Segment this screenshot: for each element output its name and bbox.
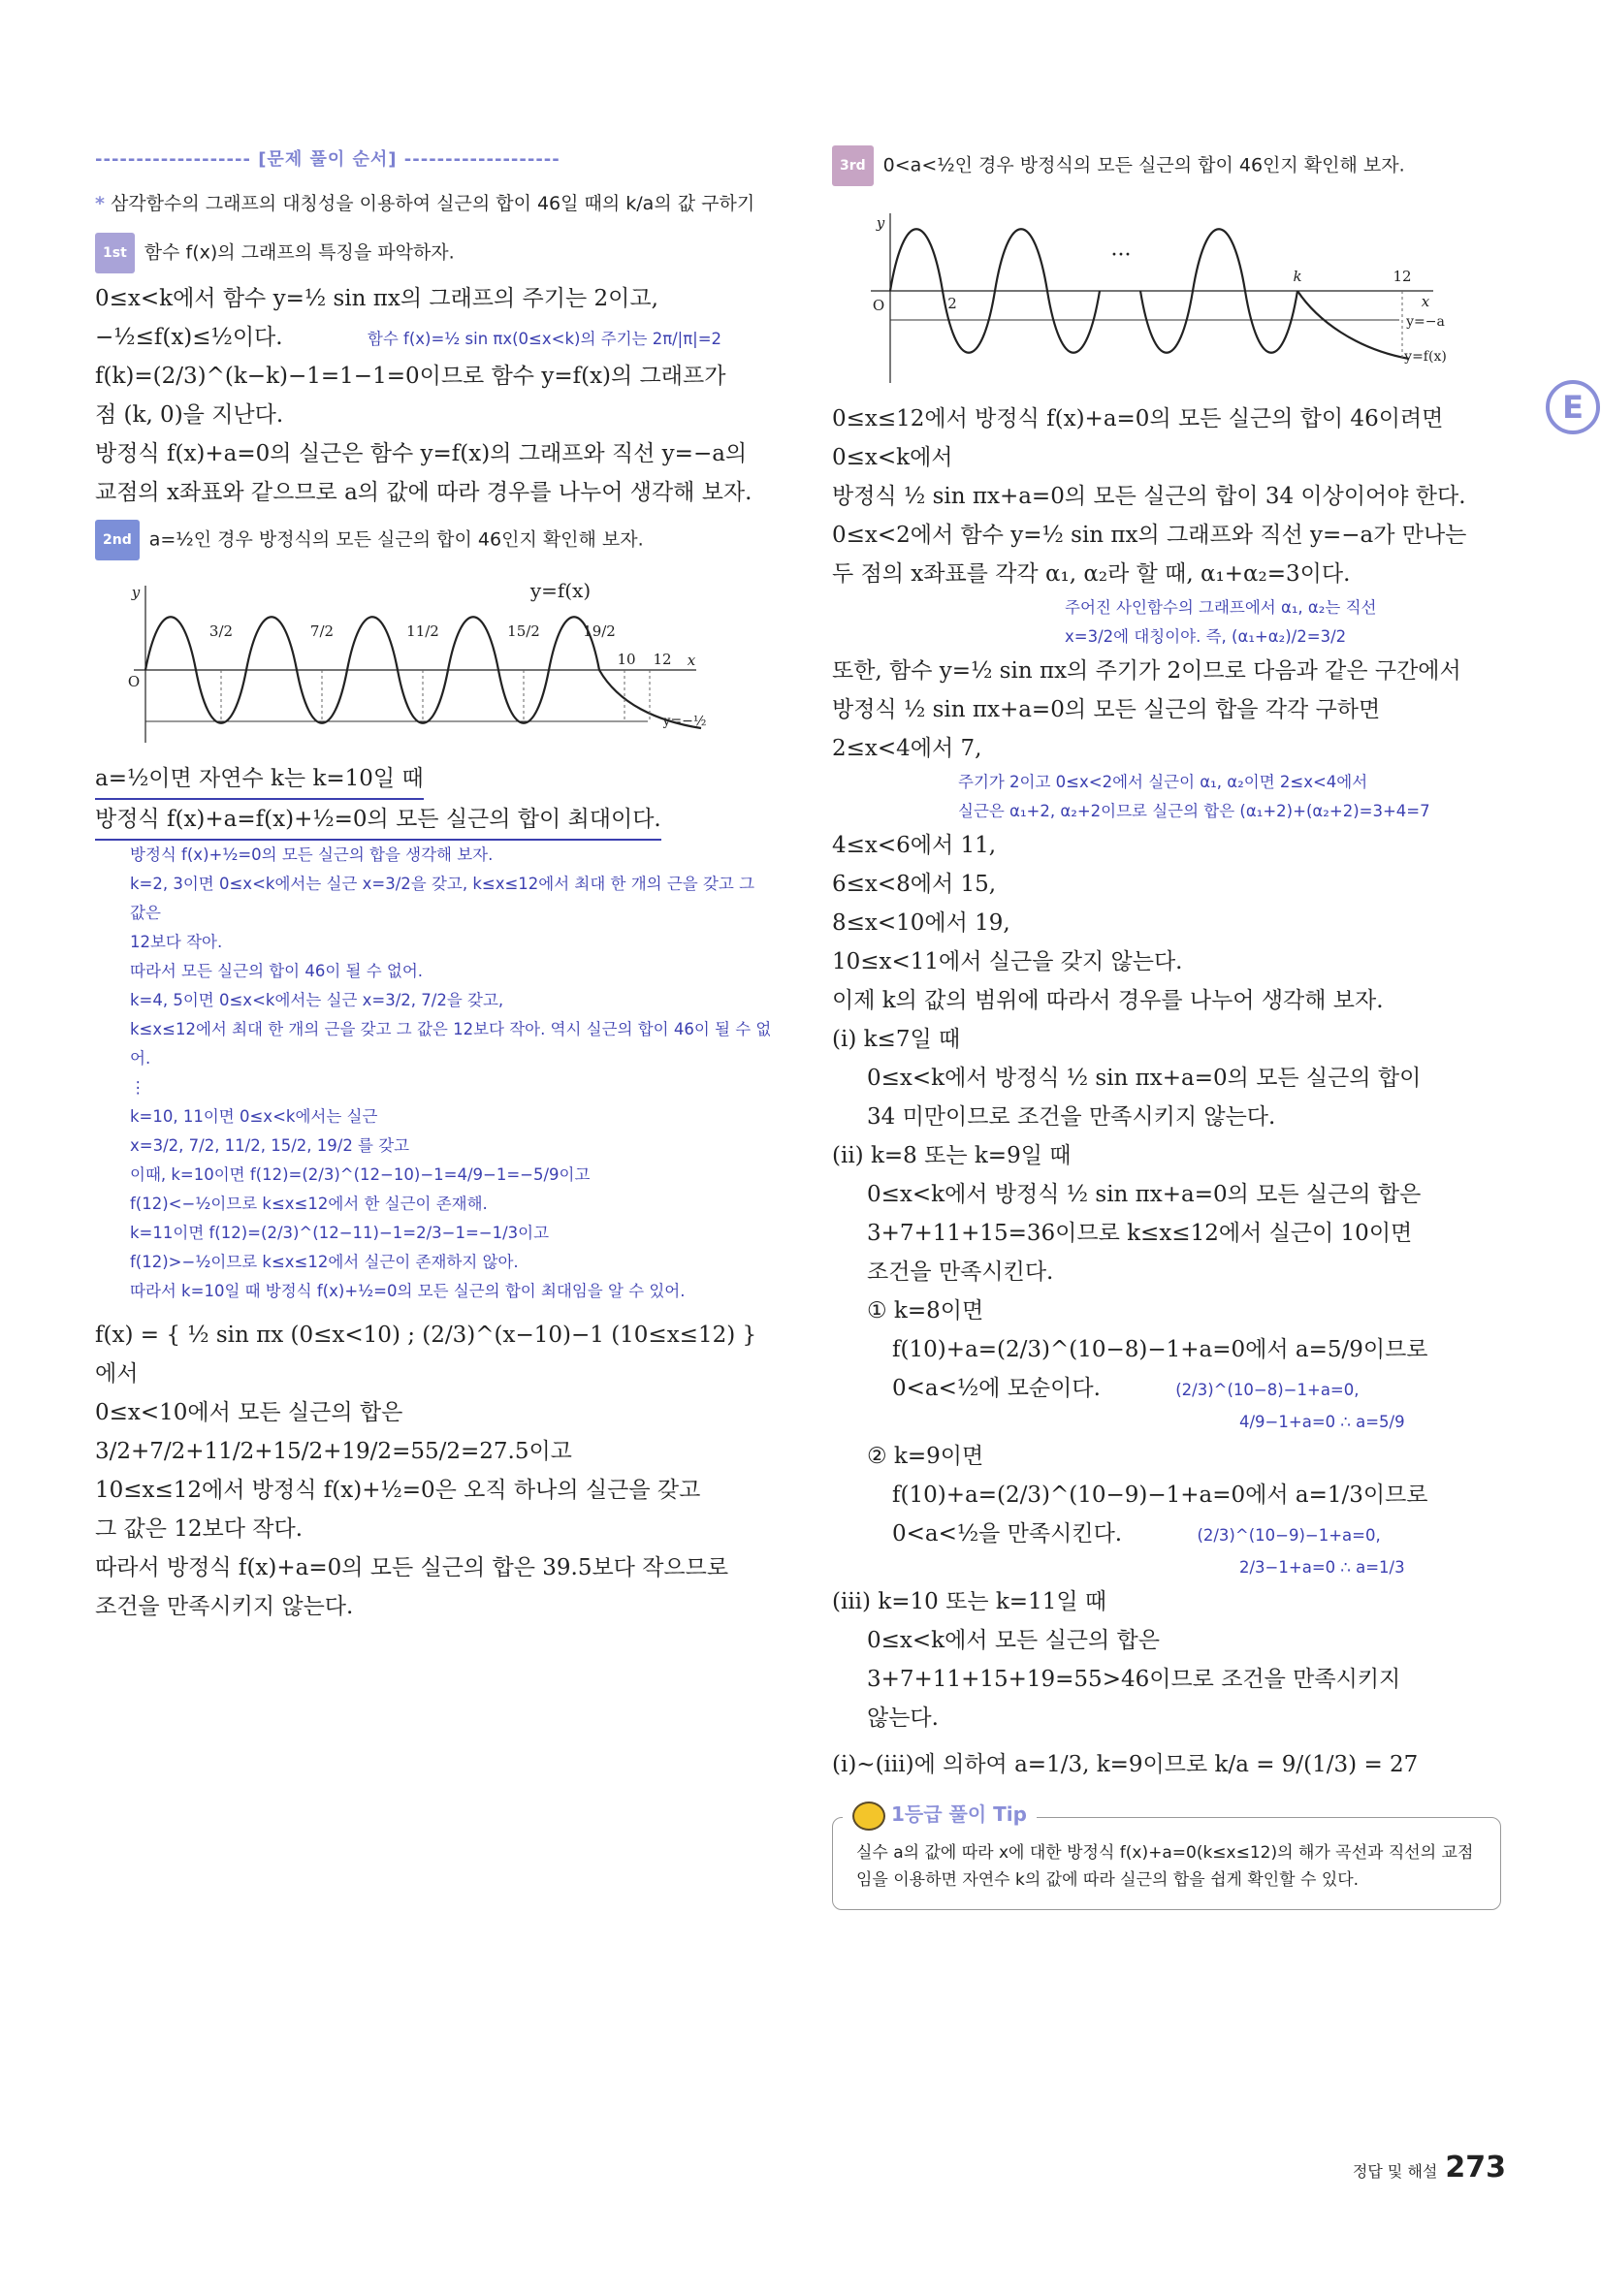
tick-label: 11/2	[406, 622, 439, 640]
text-line: 교점의 x좌표와 같으므로 a의 값에 따라 경우를 나누어 생각해 보자.	[95, 480, 752, 505]
tick-label: k	[1293, 268, 1302, 285]
tip-title: 1등급 풀이 Tip	[843, 1799, 1037, 1831]
text-line: 방정식 f(x)+a=0의 실근은 함수 y=f(x)의 그래프와 직선 y=−a의	[95, 441, 748, 466]
tick-label: 3/2	[208, 622, 234, 640]
x-axis-label: x	[687, 652, 696, 669]
case-analysis-notes	[95, 841, 774, 1306]
note-line: 따라서 모든 실근의 합이 46이 될 수 없어.	[130, 962, 424, 980]
note-line: 실근은 α₁+2, α₂+2이므로 실근의 합은 (α₁+2)+(α₂+2)=3+4=7	[958, 802, 1430, 820]
tick-label: 2	[947, 295, 957, 312]
y-axis-label: y	[876, 214, 885, 232]
footer-label: 정답 및 해설	[1352, 2162, 1438, 2181]
text-line: f(k)=(2/3)^(k−k)−1=1−1=0이므로 함수 y=f(x)의 그래프가	[95, 364, 726, 389]
curve-label: y=f(x)	[529, 579, 592, 602]
period-note: 함수 f(x)=½ sin πx(0≤x<k)의 주기는 2π/|π|=2	[367, 330, 722, 348]
note-line: x=3/2, 7/2, 11/2, 15/2, 19/2 를 갖고	[130, 1136, 410, 1155]
text-line: 4≤x<6에서 11,	[832, 833, 997, 858]
text-line: 방정식 ½ sin πx+a=0의 모든 실근의 합을 각각 구하면	[832, 697, 1381, 722]
step-1-body	[95, 279, 774, 512]
step-1-tag: 1st	[95, 233, 135, 273]
tip-box	[832, 1802, 1501, 1910]
case-3: (iii) k=10 또는 k=11일 때 0≤x<k에서 모든 실근의 합은 3+7+11+15+19=55>46이므로 조건을 만족시키지 않는다.	[832, 1589, 1401, 1731]
x-axis-label: x	[1421, 293, 1430, 310]
note-line: k=4, 5이면 0≤x<k에서는 실근 x=3/2, 7/2을 갖고,	[130, 991, 504, 1009]
step-2-heading: 2nd a=½인 경우 방정식의 모든 실근의 합이 46인지 확인해 보자.	[95, 520, 774, 560]
tip-text: 실수 a의 값에 따라 x에 대한 방정식 f(x)+a=0(k≤x≤12)의 해가 곡선과 직선의 교점임을 이용하면 자연수 k의 값에 따라 실근의 합을 쉽게 확인할 수 있다.	[856, 1843, 1474, 1890]
solution-order-label: ------------------- [문제 풀이 순서] -------------------	[95, 149, 560, 170]
text-line: 방정식 ½ sin πx+a=0의 모든 실근의 합이 34 이상이어야 한다.	[832, 484, 1466, 509]
note-line: x=3/2에 대칭이야. 즉, (α₁+α₂)/2=3/2	[1065, 627, 1347, 646]
note-line: f(12)<−½이므로 k≤x≤12에서 한 실근이 존재해.	[130, 1195, 488, 1213]
note-line: 방정식 f(x)+½=0의 모든 실근의 합을 생각해 보자.	[130, 845, 494, 864]
text-line: 점 (k, 0)을 지난다.	[95, 402, 284, 428]
page-number: 273	[1445, 2151, 1506, 2184]
text-line: 0≤x<k에서	[832, 445, 953, 470]
origin-label: O	[872, 297, 885, 314]
note-line: 따라서 k=10일 때 방정식 f(x)+½=0의 모든 실근의 합이 최대임을 알 수 있어.	[130, 1282, 686, 1300]
text-line: a=½이면 자연수 k는 k=10일 때	[95, 759, 774, 800]
text-line: 3/2+7/2+11/2+15/2+19/2=55/2=27.5이고	[95, 1439, 572, 1464]
section-e-badge: E	[1546, 380, 1600, 434]
tick-label: 12	[1393, 268, 1412, 285]
conclusion: (i)~(iii)에 의하여 a=1/3, k=9이므로 k/a = 9/(1/3) = 27	[832, 1752, 1419, 1777]
step-2-tag: 2nd	[95, 520, 140, 560]
left-column	[95, 145, 774, 1626]
case-1: (i) k≤7일 때 0≤x<k에서 방정식 ½ sin πx+a=0의 모든 실근의 합이 34 미만이므로 조건을 만족시키지 않는다.	[832, 1027, 1422, 1130]
step-3-tag: 3rd	[832, 145, 874, 186]
bee-icon	[852, 1802, 885, 1831]
period-sum-note	[832, 768, 1511, 826]
note-line: k=2, 3이면 0≤x<k에서는 실근 x=3/2을 갖고, k≤x≤12에서 최대 한 개의 근을 갖고 그 값은	[130, 875, 755, 922]
origin-label: O	[127, 673, 141, 690]
text-line: 10≤x<11에서 실근을 갖지 않는다.	[832, 949, 1183, 974]
line-label: y=−a	[1406, 314, 1445, 330]
text-line: 방정식 f(x)+a=f(x)+½=0의 모든 실근의 합이 최대이다.	[95, 800, 774, 841]
text-line: f(x) = { ½ sin πx (0≤x<10) ; (2/3)^(x−10)−1 (10≤x≤12) } 에서	[95, 1323, 757, 1387]
note-line: 주기가 2이고 0≤x<2에서 실근이 α₁, α₂이면 2≤x<4에서	[958, 773, 1368, 791]
text-line: 그 값은 12보다 작다.	[95, 1516, 304, 1542]
text-line: 두 점의 x좌표를 각각 α₁, α₂라 할 때, α₁+α₂=3이다.	[832, 561, 1351, 587]
tick-label: 10	[617, 651, 636, 668]
text-line: 2≤x<4에서 7,	[832, 736, 982, 761]
step-1-heading: 1st 함수 f(x)의 그래프의 특징을 파악하자.	[95, 233, 774, 273]
tick-label: 12	[653, 651, 672, 668]
case-2: (ii) k=8 또는 k=9일 때 0≤x<k에서 방정식 ½ sin πx+a=0의 모든 실근의 합은 3+7+11+15=36이므로 k≤x≤12에서 실근이 10이면 조건을 만족시킨다. ① k=8이면 f(10)+a=(2/3)^(10−8)−1+a=0에서 a=5/9이므로 0<a<½에 모순이다. (2/3)^(10−8)−1+a=0, 4/9−1+a=0 ∴ a=5/9 ② k=9이면 f(10)+a=(2/3)^(10−9)−1+a=0에서 a=1/3이므로 0<a<½을 만족시킨다. (2/3)^(10−9)−1+a=0, 2/3−1+a=0 ∴ a=1/3	[832, 1143, 1428, 1577]
note-line: 주어진 사인함수의 그래프에서 α₁, α₂는 직선	[1065, 598, 1377, 617]
tick-label: 7/2	[309, 622, 335, 640]
graph-case-a-half	[95, 578, 716, 748]
step-3-heading: 3rd 0<a<½인 경우 방정식의 모든 실근의 합이 46인지 확인해 보자.	[832, 145, 1511, 186]
right-column	[832, 145, 1511, 1910]
line-label: y=−½	[662, 714, 707, 729]
text-line: −½≤f(x)≤½이다. 함수 f(x)=½ sin πx(0≤x<k)의 주기는 2π/|π|=2	[95, 325, 722, 350]
graph-case-a-small	[832, 204, 1453, 388]
note-line: f(12)>−½이므로 k≤x≤12에서 실근이 존재하지 않아.	[130, 1253, 519, 1271]
text-line: 8≤x<10에서 19,	[832, 910, 1010, 936]
curve-label: y=f(x)	[1404, 349, 1447, 365]
note-line: k=11이면 f(12)=(2/3)^(12−11)−1=2/3−1=−1/3이고	[130, 1224, 550, 1242]
text-line: 따라서 방정식 f(x)+a=0의 모든 실근의 합은 39.5보다 작으므로	[95, 1555, 729, 1580]
text-line: 6≤x<8에서 15,	[832, 872, 997, 897]
note-line: k≤x≤12에서 최대 한 개의 근을 갖고 그 값은 12보다 작아. 역시 실근의 합이 46이 될 수 없어.	[130, 1020, 772, 1068]
y-axis-label: y	[131, 584, 141, 601]
note-line: 이때, k=10이면 f(12)=(2/3)^(12−10)−1=4/9−1=−5/9이고	[130, 1165, 591, 1184]
tick-label: 15/2	[507, 622, 540, 640]
tick-label: 19/2	[583, 622, 616, 640]
exponential-curve	[1297, 291, 1409, 359]
text-line: 10≤x≤12에서 방정식 f(x)+½=0은 오직 하나의 실근을 갖고	[95, 1478, 701, 1503]
text-line: 0≤x<10에서 모든 실근의 합은	[95, 1400, 403, 1425]
asterisk-icon: *	[95, 193, 105, 214]
text-line: 이제 k의 값의 범위에 따라서 경우를 나누어 생각해 보자.	[832, 988, 1384, 1013]
symmetry-note	[832, 593, 1511, 652]
note-line: 12보다 작아.	[130, 933, 223, 951]
text-line: 또한, 함수 y=½ sin πx의 주기가 2이므로 다음과 같은 구간에서	[832, 658, 1461, 684]
note-line: ⋮	[130, 1078, 146, 1097]
text-line: 조건을 만족시키지 않는다.	[95, 1594, 354, 1619]
note-line: k=10, 11이면 0≤x<k에서는 실근	[130, 1107, 378, 1126]
ellipsis-label: ···	[1110, 243, 1132, 268]
solution-goal: * 삼각함수의 그래프의 대칭성을 이용하여 실근의 합이 46일 때의 k/a의 값 구하기	[95, 193, 755, 214]
text-line: 0≤x<k에서 함수 y=½ sin πx의 그래프의 주기는 2이고,	[95, 286, 658, 311]
text-line: 0≤x≤12에서 방정식 f(x)+a=0의 모든 실근의 합이 46이려면	[832, 406, 1444, 431]
page-footer	[1353, 2151, 1506, 2184]
text-line: 0≤x<2에서 함수 y=½ sin πx의 그래프와 직선 y=−a가 만나는	[832, 523, 1467, 548]
